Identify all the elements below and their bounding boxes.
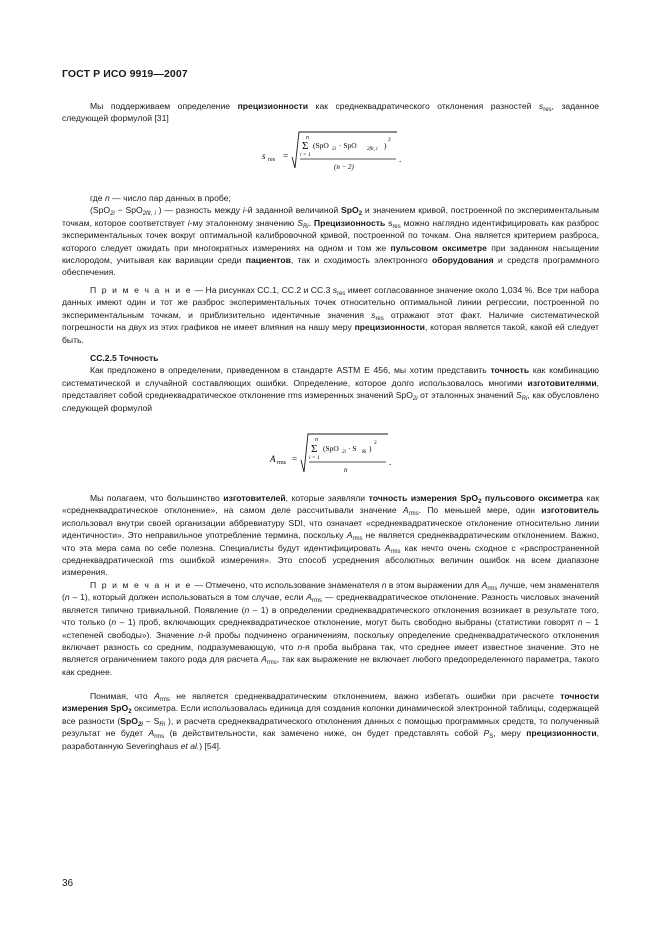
formula-s-res (262, 130, 412, 178)
svg-text:2: 2 (374, 440, 377, 446)
svg-text:Ri: Ri (362, 450, 367, 455)
document-header: ГОСТ Р ИСО 9919—2007 (62, 68, 188, 80)
svg-text:(n − 2): (n − 2) (334, 163, 354, 171)
svg-text:Σ: Σ (311, 443, 318, 455)
section-heading: СС.2.5 Точность (90, 353, 159, 363)
svg-text:n: n (306, 135, 309, 141)
paragraph-precision-intro: Мы поддерживаем определение прецизионности как среднеквадратического отклонения разностей $s_{res}$, заданное следующей формулой [31] (62, 101, 600, 124)
section-accuracy: СС.2.5 Точность Как предложено в определении, приведенном в стандарте ASTM E 456, мы хотим представить точность как комбинацию систематической и случайной составляющих ошибки. Определение, которое долго использовалось многими изготовителями, представляет собой среднеквадратическое отклонение rms измеренных значений SpO$_{2i}$ от эталонных значений $S_{Ri}$, как обусловлено следующей формулой (62, 353, 599, 413)
svg-text:res: res (268, 157, 275, 163)
svg-text:Σ: Σ (302, 140, 309, 152)
paragraph-manufacturers: Мы полагаем, что большинство изготовителей, которые заявляли точность измерения SpO$_2$ пульсового оксиметра как «среднеквадратическое отклонение», на самом деле рассчитывали значение $A_{rms}$. По меньшей мере, один изготовитель использовал внутри своей организации аббревиатуру SDI, что означает «среднеквадратическое отклонение относительно линии идентичности». Это неправильное употребление термина, поскольку $A_{rms}$ не является среднеквадратическим отклонением. Важно, что эта мера сама по себе полезна. Специалисты будут идентифицировать $A_{rms}$ как нечто очень сходное с «распространенной среднеквадратической rms ошибкой измерения». Это способ усреднения абсолютных величин ошибок на всем диапазоне измерения. (62, 493, 599, 578)
svg-text:(SpO: (SpO (313, 141, 329, 150)
svg-text:=: = (292, 454, 298, 464)
svg-text:rms: rms (277, 460, 286, 466)
svg-text:· SpO: · SpO (339, 141, 357, 150)
svg-text:2i: 2i (342, 450, 346, 455)
note-precision: П р и м е ч а н и е — На рисунках СС.1, СС.2 и СС.3 $s_{res}$ имеет согласованное значение около 1,034 %. Все три набора данных имеют один и тот же разброс экспериментальных точек относительно оптимальной линии регрессии, построенной по экспериментальным точкам, и приблизительно идентичные значения $s_{res}$ отражают этот факт. Наличие систематической погрешности на двух из этих графиков не имеет влияния на нашу меру прецизионности, которая является такой, какой ей следует быть. (62, 285, 599, 345)
svg-text:): ) (369, 444, 372, 453)
page-number: 36 (62, 878, 74, 889)
svg-text:.: . (399, 154, 402, 164)
svg-text:2: 2 (388, 137, 391, 143)
svg-text:n: n (315, 437, 318, 443)
note-denominator: П р и м е ч а н и е — Отмечено, что использование знаменателя n в этом выражении для $A_{rms}$ лучше, чем знаменателя (n – 1), который должен использоваться в том случае, если $A_{rms}$ — среднеквадратическое отклонение. Разность числовых значений является типично тривиальной. Появление (n – 1) в определении среднеквадратического отклонения возникает в результате того, что только (n – 1) проб, включающих среднеквадратическое отклонение, могут быть свободно выбраны (статистики говорят n – 1 «степеней свободы»). Значение n-й пробы подчинено ограничениям, поскольку определение среднеквадратического отклонения включает разность со средним, подразумевающую, что n-я проба выбрана так, что среднее имеет известное значение. Это не является ограничением такого рода для расчета $A_{rms}$, так как выражение не включает любого предопределенного параметра, такого как среднее. (62, 580, 600, 677)
svg-text:(SpO: (SpO (323, 444, 339, 453)
svg-text:.: . (389, 457, 392, 467)
svg-text:A: A (270, 454, 276, 464)
svg-text:s: s (262, 151, 266, 161)
svg-text:): ) (384, 141, 387, 150)
svg-text:=: = (283, 151, 289, 161)
formula-a-rms (270, 432, 410, 480)
paragraph-accuracy-calculation: Понимая, что $A_{rms}$ не является среднеквадратическим отклонением, важно избегать ошибки при расчете точности измерения SpO$_2$ оксиметра. Если использовалась единица для создания колонки динамической электронной таблицы, содержащей все разности ($SpO_{2i} - S_{Ri}$ ), и расчета среднеквадратического отклонения данных с помощью программных средств, то полученный результат не будет $A_{rms}$ (в действительности, как замечено ниже, он будет представлять собой $P_S$, меру прецизионности, разработанную Severinghaus et al.) [54]. (62, 691, 599, 751)
svg-text:i = 1: i = 1 (309, 455, 320, 461)
svg-text:i = 1: i = 1 (300, 152, 311, 158)
svg-text:· S: · S (348, 444, 357, 453)
svg-text:2fit, i: 2fit, i (367, 147, 378, 152)
svg-text:2i: 2i (332, 147, 336, 152)
svg-text:n: n (344, 466, 348, 474)
paragraph-definitions: где n — число пар данных в пробе; (SpO$_{2i}$ − SpO$_{2fit, i}$ ) — разность между i-й заданной величиной SpO$_2$ и значением кривой, построенной по экспериментальным точкам, которое соответствует i-му эталонному значению $S_{Ri}$. Прецизионность $s_{res}$ можно наглядно идентифицировать как разброс экспериментальных точек вокруг оптимальной калибровочной кривой, построенной по точкам. Она является критерием разброса, которого следует ожидать при многократных измерениях на одном и том же пульсовом оксиметре при заданном насыщении кислородом, учитывая как вариации среди пациентов, так и сходимость электронного оборудования и средств программного обеспечения. (62, 193, 600, 278)
